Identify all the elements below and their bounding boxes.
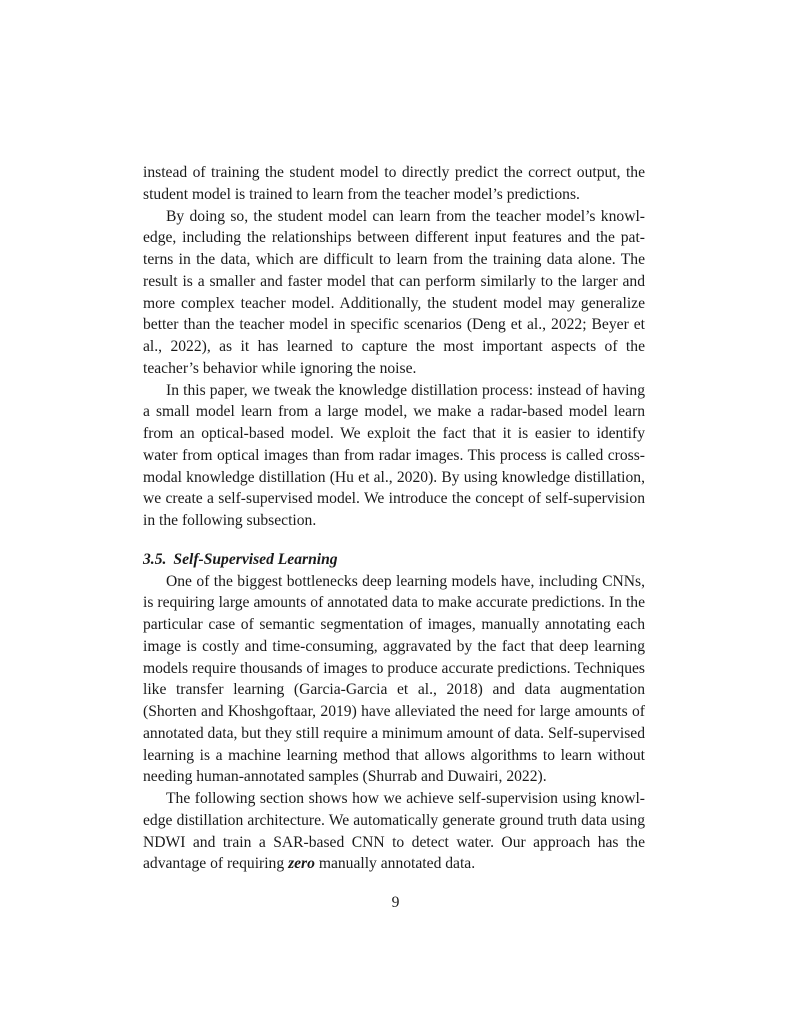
section-title: Self-Supervised Learning — [173, 550, 338, 568]
page-body — [143, 162, 645, 875]
approach-text-after: manually annotated data. — [314, 855, 476, 873]
approach-text-before: The following section shows how we achieve self-supervision using knowledge distillation architecture. We automatically generate ground truth data using NDWI and train a SAR-based CNN to detect water. Our approach has the advantage of requiring — [143, 790, 645, 873]
paragraph-knowledge-benefits: By doing so, the student model can learn from the teacher model’s knowledge, including the relationships between different input features and the patterns in the data, which are difficult to learn from the training data alone. The result is a smaller and faster model that can perform similarly to the larger and more complex teacher model. Additionally, the student model may generalize better than the teacher model in specific scenarios (Deng et al., 2022; Beyer et al., 2022), as it has learned to capture the most important aspects of the teacher’s behavior while ignoring the noise. — [143, 207, 645, 377]
section-number: 3.5. — [143, 550, 167, 568]
page-number: 9 — [391, 894, 400, 911]
paragraph-self-supervised-intro: One of the biggest bottlenecks deep learning models have, including CNNs, is requiring large amounts of annotated data to make accurate predictions. In the particular case of semantic segmentation of images, manually annotating each image is costly and time-consuming, aggravated by the fact that deep learning models require thousands of images to produce accurate predictions. Techniques like transfer learning (Garcia-Garcia et al., 2018) and data augmentation (Shorten and Khoshgoftaar, 2019) have alleviated the need for large amounts of annotated data, but they still require a minimum amount of data. Self-supervised learning is a machine learning method that allows algorithms to learn without needing human-annotated samples (Shurrab and Duwairi, 2022). — [143, 572, 645, 786]
emphasis-zero: zero — [288, 855, 315, 873]
paragraph-continuation: instead of training the student model to directly predict the correct output, the student model is trained to learn from the teacher model’s predictions. — [143, 164, 645, 203]
paragraph-cross-modal-distillation: In this paper, we tweak the knowledge distillation process: instead of having a small model learn from a large model, we make a radar-based model learn from an optical-based model. We exploit the fact that it is easier to identify water from optical images than from radar images. This process is called cross-modal knowledge distillation (Hu et al., 2020). By using knowledge distillation, we create a self-supervised model. We introduce the concept of self-supervision in the following subsection. — [143, 381, 645, 529]
section-heading — [143, 549, 645, 571]
paragraph-approach-summary — [143, 788, 645, 875]
